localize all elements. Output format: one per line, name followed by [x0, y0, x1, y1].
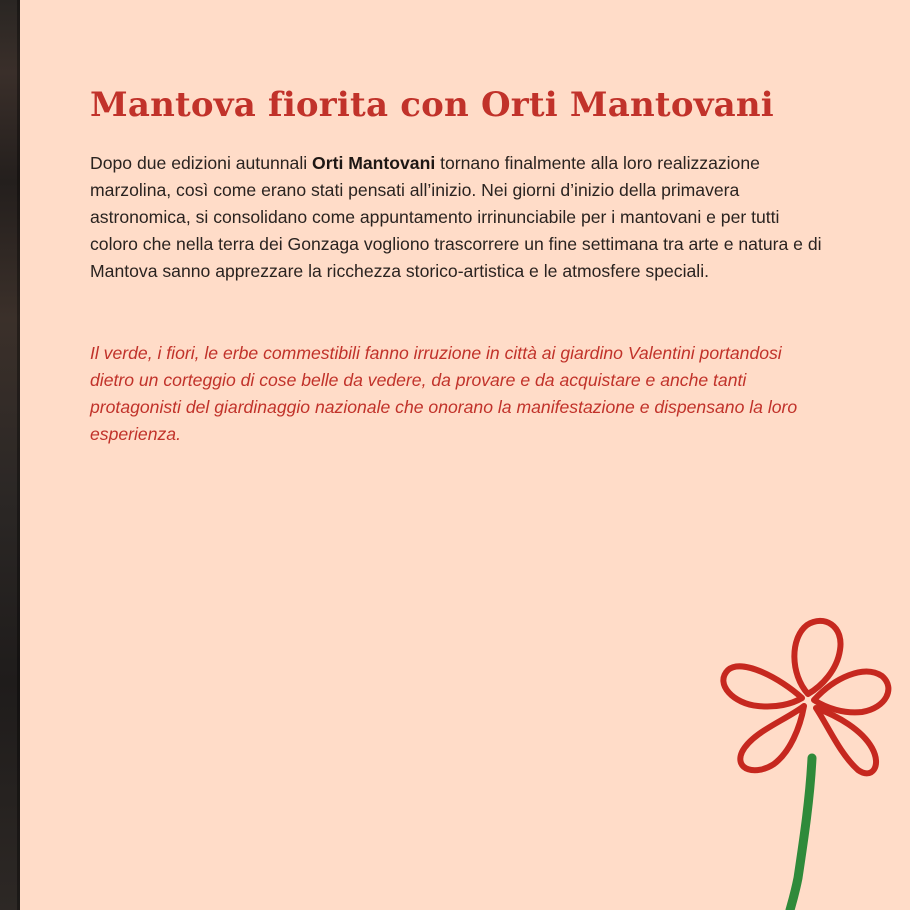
flower-petal-bottom-left: [740, 706, 804, 770]
intro-text-end: tornano finalmente alla loro realizzazione marzolina, così come erano stati pensati all’inizio. Nei giorni d’inizio della primavera astronomica, si consolidano come appuntamento irrinunciabile per i mantovani e per tutti coloro che nella terra dei Gonzaga vogliono trascorrere un fine settimana tra arte e natura e di Mantova sanno apprezzare la ricchezza storico-artistica e le atmosfere speciali.: [90, 153, 822, 281]
left-photo-edge: [0, 0, 20, 910]
page-title: Mantova fiorita con Orti Mantovani: [90, 85, 774, 125]
flower-petal-bottom-right: [816, 708, 876, 773]
flower-petal-left: [723, 666, 802, 706]
intro-bold-name: Orti Mantovani: [312, 153, 436, 173]
intro-paragraph: [90, 150, 825, 285]
flower-drawing-icon: [712, 608, 910, 910]
highlight-paragraph: Il verde, i fiori, le erbe commestibili fanno irruzione in città ai giardino Valentini portandosi dietro un corteggio di cose belle da vedere, da provare e da acquistare e anche tanti protagonisti del giardinaggio nazionale che onorano la manifestazione e dispensano la loro esperienza.: [90, 343, 798, 444]
intro-text-start: Dopo due edizioni autunnali: [90, 153, 313, 173]
flower-stem: [790, 758, 812, 910]
